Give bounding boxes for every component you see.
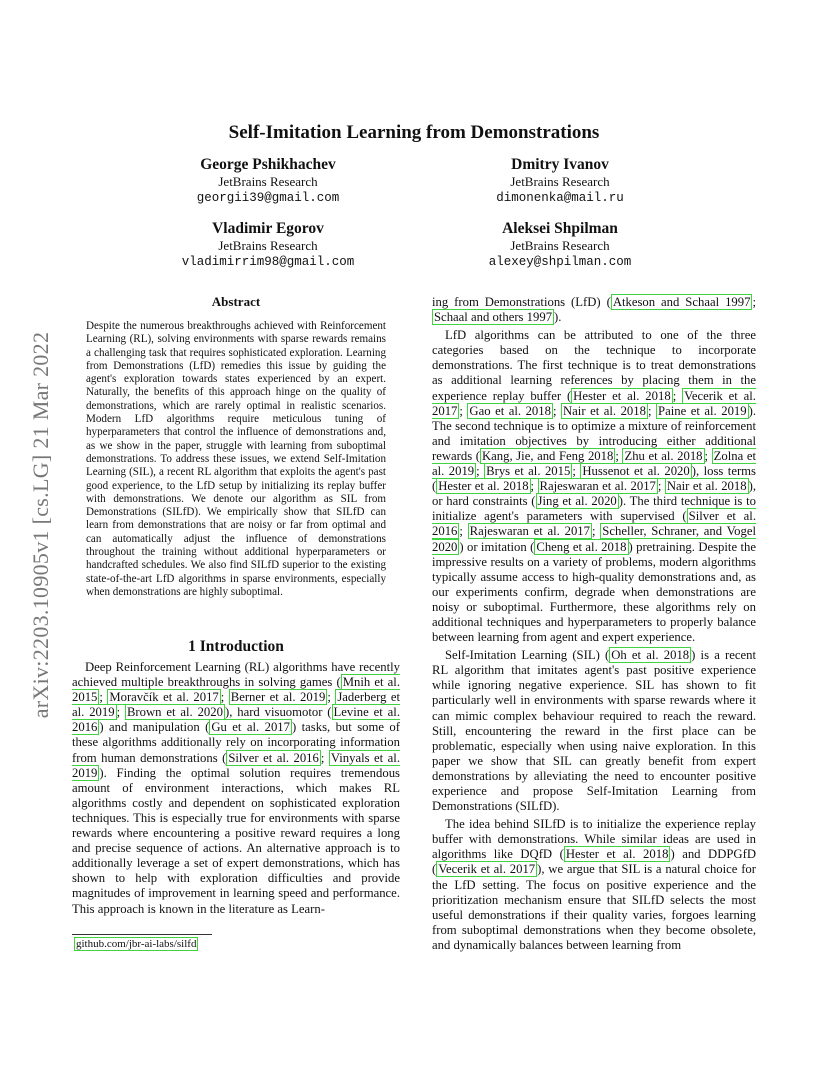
citation-link[interactable]: Hester et al. 2018	[565, 847, 669, 862]
section-heading-introduction: 1 Introduction	[188, 638, 284, 655]
author-block-3	[118, 219, 418, 270]
text-run: ing from Demonstrations (LfD) (	[432, 295, 611, 309]
author-name: Dmitry Ivanov	[511, 156, 609, 173]
text-run: ;	[572, 464, 581, 479]
intro-paragraph-1-cont	[432, 295, 756, 325]
text-run: ;	[476, 464, 485, 479]
text-run: ). The second technique is to optimize a mixture of reinforcement and imitation objectives by introducing either additional rewards (	[432, 403, 757, 463]
intro-paragraph-2	[432, 328, 756, 645]
author-email[interactable]: dimonenka@mail.ru	[496, 191, 624, 205]
author-name: George Pshikhachev	[200, 156, 336, 173]
citation-link[interactable]: Brys et al. 2015	[486, 464, 571, 479]
author-block-1	[118, 155, 418, 206]
author-affiliation: JetBrains Research	[218, 238, 318, 253]
abstract-body	[86, 320, 386, 599]
citation-link[interactable]: Zhu et al. 2018	[624, 448, 703, 463]
citation-link[interactable]: Atkeson and Schaal 1997	[612, 295, 751, 309]
citation-link[interactable]: Cheng et al. 2018	[536, 539, 627, 554]
text-run: ) or imitation (	[459, 539, 535, 554]
text-run: ;	[672, 388, 683, 403]
text-run: Self-Imitation Learning (SIL) (	[445, 648, 610, 663]
citation-link[interactable]: Silver et al. 2016	[228, 750, 319, 765]
citation-link[interactable]: Nair et al. 2018	[563, 403, 646, 418]
citation-link[interactable]: Rajeswaran et al. 2017	[469, 524, 590, 539]
text-run: ;	[657, 479, 665, 494]
arxiv-stamp-text: arXiv:2203.10905v1 [cs.LG] 21 Mar 2022	[28, 331, 53, 719]
text-run: ), loss terms (	[432, 464, 756, 494]
citation-link[interactable]: Gao et al. 2018	[469, 403, 551, 418]
author-name: Vladimir Egorov	[212, 220, 324, 237]
citation-link[interactable]: Hester et al. 2018	[438, 479, 529, 494]
citation-link[interactable]: Jing et al. 2020	[537, 494, 617, 509]
citation-link[interactable]: Oh et al. 2018	[611, 648, 690, 663]
intro-paragraph-4	[432, 817, 756, 953]
text-run: ), we argue that SIL is a natural choice for the LfD setting. The focus on positive experience and the prioritization mechanism ensure that SILfD selects the most useful demonstrations if their quality varies, forgoes learning from suboptimal demonstrations when they become obsolete, and dynamically balances between learning from	[432, 862, 756, 952]
citation-link[interactable]: Gu et al. 2017	[211, 720, 290, 735]
text-run: ;	[647, 403, 657, 418]
text-run: Deep Reinforcement Learning (RL) algorithms have recently achieved multiple breakthroughs in solving games (	[72, 660, 400, 690]
text-run: ;	[459, 403, 468, 418]
author-affiliation: JetBrains Research	[510, 174, 610, 189]
text-run: ;	[592, 524, 601, 539]
text-run: ;	[99, 690, 108, 705]
right-column	[432, 295, 756, 956]
text-run: ). Finding the optimal solution requires tremendous amount of environment interactions, which makes RL algorithms costly and dependent on sophisticated exploration techniques. This is especially true for environments with sparse rewards where encountering a positive reward requires a long and precise sequence of actions. An alternative approach is to additionally leverage a set of expert demonstrations, which has shown to help with exploration difficulties and provide magnitudes of improvement in learning speed and performance. This approach is known in the literature as Learn-	[72, 765, 400, 916]
text-run: ;	[459, 524, 468, 539]
author-email[interactable]: georgii39@gmail.com	[196, 191, 340, 205]
text-run: ) and DDPGfD (	[432, 847, 756, 877]
text-run: ;	[220, 690, 229, 705]
citation-link[interactable]: Scheller, Schraner, and Vogel 2020	[432, 524, 757, 554]
citation-link[interactable]: Berner et al. 2019	[230, 690, 326, 705]
citation-link[interactable]: Brown et al. 2020	[126, 705, 223, 720]
text-run: ;	[530, 479, 538, 494]
citation-link[interactable]: Rajeswaran et al. 2017	[539, 479, 656, 494]
author-name: Aleksei Shpilman	[502, 220, 618, 237]
citation-link[interactable]: Hester et al. 2018	[573, 388, 671, 403]
text-run: ;	[116, 705, 125, 720]
citation-link[interactable]: Levine et al. 2016	[72, 705, 400, 735]
text-run: ;	[552, 403, 562, 418]
citation-link[interactable]: Zolna et al. 2019	[432, 448, 756, 479]
arxiv-stamp	[26, 290, 56, 760]
paper-title: Self-Imitation Learning from Demonstrations	[228, 122, 600, 143]
left-column	[72, 660, 400, 920]
author-affiliation: JetBrains Research	[510, 238, 610, 253]
citation-link[interactable]: Vinyals et al. 2019	[72, 750, 400, 780]
text-run: ).	[554, 310, 562, 325]
text-run: ) and manipulation (	[99, 720, 210, 735]
text-run: ), hard visuomotor (	[224, 705, 332, 720]
footnote-rule	[72, 934, 212, 935]
citation-link[interactable]: Mnih et al. 2015	[72, 675, 400, 705]
text-run: The idea behind SILfD is to initialize the experience replay buffer with demonstrations. While similar ideas are used in algorithms like DQfD (	[432, 817, 756, 862]
author-email[interactable]: vladimirrim98@gmail.com	[181, 255, 355, 269]
abstract-heading: Abstract	[211, 294, 261, 309]
author-block-4	[410, 219, 710, 270]
intro-paragraph-3	[432, 648, 756, 814]
citation-link[interactable]: Moravčík et al. 2017	[109, 690, 219, 705]
text-run: ) is a recent RL algorithm that imitates agent's past positive experience while ignoring negative experience. SIL has shown to fit particularly well in environments with sparse rewards where it can mimic complex behaviour required to reach the reward. Still, encountering the reward in the first place can be problematic, especially when using naive exploration. In this paper we show that SIL can greatly benefit from expert demonstrations by alleviating the need to encounter positive experience and propose Self-Imitation Learning from Demonstrations (SILfD).	[432, 648, 756, 814]
text-run: ) pretraining. Despite the impressive results on a variety of problems, modern algorithms typically assume access to high-quality demonstrations and, as our experiments confirm, degrade when demonstrations are noisy or suboptimal. Furthermore, these algorithms rely on additional techniques and hyperparameters to properly balance between learning from agent and expert experience.	[432, 539, 756, 645]
citation-link[interactable]: Vecerik et al. 2017	[438, 862, 536, 877]
text-run: ;	[615, 448, 623, 463]
text-run: LfD algorithms can be attributed to one of the three categories based on the technique to incorporate demonstrations. The first technique is to treat demonstrations as additional learning references by placing them in the experience replay buffer (	[432, 328, 756, 403]
author-block-2	[410, 155, 710, 206]
author-email[interactable]: alexey@shpilman.com	[488, 255, 632, 269]
author-affiliation: JetBrains Research	[218, 174, 318, 189]
footnote	[74, 938, 198, 950]
citation-link[interactable]: Nair et al. 2018	[666, 479, 747, 494]
text-run: ). The third technique is to initialize agent's parameters with supervised (	[432, 494, 756, 524]
citation-link[interactable]: Vecerik et al. 2017	[432, 388, 756, 418]
intro-paragraph-1	[72, 660, 400, 917]
text-run: ;	[327, 690, 336, 705]
text-run: ;	[320, 750, 329, 765]
text-run: ) tasks, but some of these algorithms additionally rely on incorporating information from human demonstrations (	[72, 720, 400, 765]
footnote-link[interactable]: github.com/jbr-ai-labs/silfd	[76, 938, 197, 950]
citation-link[interactable]: Paine et al. 2019	[658, 403, 747, 418]
text-run: ;	[752, 295, 756, 309]
citation-link[interactable]: Kang, Jie, and Feng 2018	[481, 448, 614, 463]
text-run: ;	[704, 448, 712, 463]
citation-link[interactable]: Silver et al. 2016	[432, 509, 756, 539]
citation-link[interactable]: Schaal and others 1997	[434, 310, 553, 325]
abstract-text: Despite the numerous breakthroughs achieved with Reinforcement Learning (RL), solving environments with sparse rewards remains a challenging task that requires sophisticated exploration. Learning from Demonstrations (LfD) remedies this issue by guiding the agent's exploration towards states experienced by an expert. Naturally, the benefits of this approach hinge on the quality of demonstrations, which are rarely optimal in realistic scenarios. Modern LfD algorithms require meticulous tuning of hyperparameters that control the influence of demonstrations and, as we show in the paper, struggle with learning from suboptimal demonstrations. To address these issues, we extend Self-Imitation Learning (SIL), a recent RL algorithm that exploits the agent's past good experience, to the LfD setup by initializing its replay buffer with demonstrations. We denote our algorithm as SIL from Demonstrations (SILfD). We empirically show that SILfD can learn from demonstrations that are noisy or far from optimal and can automatically adjust the influence of demonstrations throughout the training without additional hyperparameters or handcrafted schedules. We also find SILfD superior to the existing state-of-the-art LfD algorithms in sparse environments, especially when demonstrations are highly suboptimal.	[86, 320, 386, 598]
citation-link[interactable]: Jaderberg et al. 2019	[72, 690, 400, 720]
citation-link[interactable]: Hussenot et al. 2020	[582, 464, 690, 479]
text-run: ), or hard constraints (	[432, 479, 756, 509]
